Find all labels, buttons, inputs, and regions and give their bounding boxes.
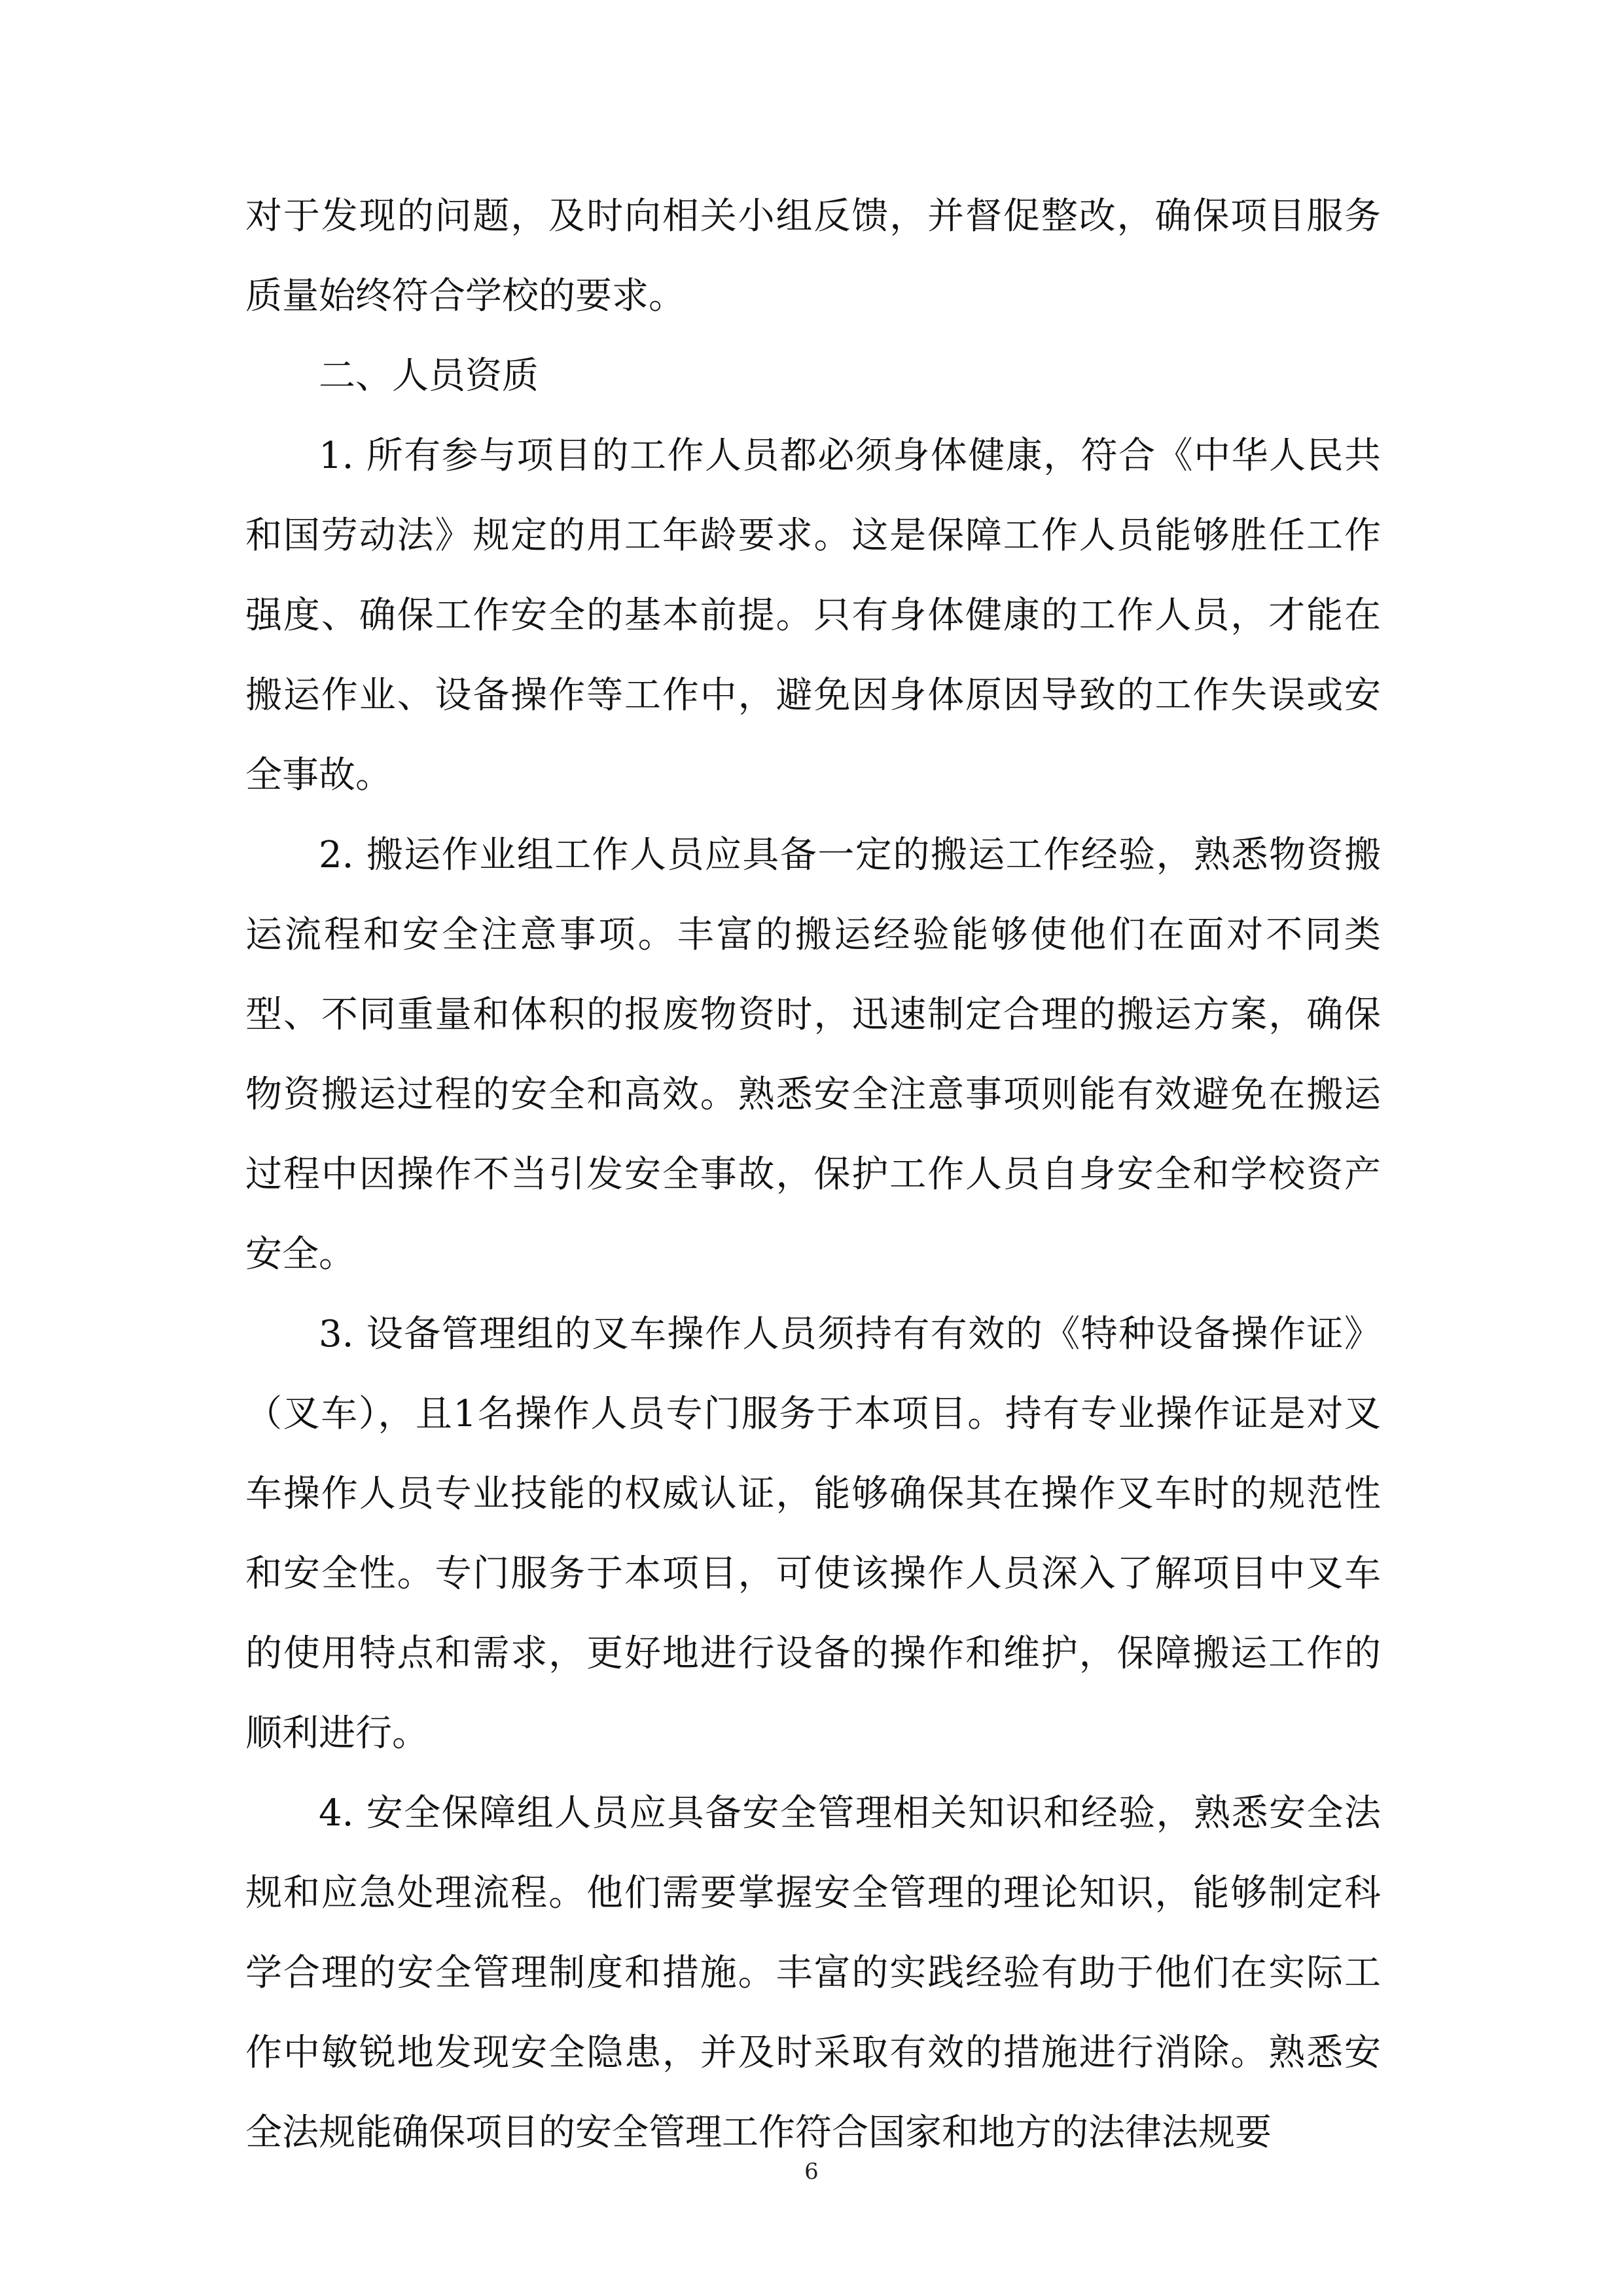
section-heading: 二、人员资质 <box>319 355 539 397</box>
paragraph-item-3: 3. 设备管理组的叉车操作人员须持有有效的《特种设备操作证》（叉车），且1名操作人员专门服务于本项目。持有专业操作证是对叉车操作人员专业技能的权威认证，能够确保其在操作叉车时的规范性和安全性。专门服务于本项目，可使该操作人员深入了解项目中叉车的使用特点和需求，更好地进行设备的操作和维护，保障搬运工作的顺利进行。 <box>245 1313 1381 1755</box>
paragraph-continuation: 对于发现的问题，及时向相关小组反馈，并督促整改，确保项目服务质量始终符合学校的要求。 <box>245 195 1381 317</box>
paragraph-item-4: 4. 安全保障组人员应具备安全管理相关知识和经验，熟悉安全法规和应急处理流程。他们需要掌握安全管理的理论知识，能够制定科学合理的安全管理制度和措施。丰富的实践经验有助于他们在实际工作中敏锐地发现安全隐患，并及时采取有效的措施进行消除。熟悉安全法规能确保项目的安全管理工作符合国家和地方的法律法规要 <box>245 1792 1381 2154</box>
paragraph-item-2: 2. 搬运作业组工作人员应具备一定的搬运工作经验，熟悉物资搬运流程和安全注意事项。丰富的搬运经验能够使他们在面对不同类型、不同重量和体积的报废物资时，迅速制定合理的搬运方案，确保物资搬运过程的安全和高效。熟悉安全注意事项则能有效避免在搬运过程中因操作不当引发安全事故，保护工作人员自身安全和学校资产安全。 <box>245 834 1381 1276</box>
paragraph-item-1: 1. 所有参与项目的工作人员都必须身体健康，符合《中华人民共和国劳动法》规定的用工年龄要求。这是保障工作人员能够胜任工作强度、确保工作安全的基本前提。只有身体健康的工作人员，才能在搬运作业、设备操作等工作中，避免因身体原因导致的工作失误或安全事故。 <box>245 435 1381 797</box>
page-number: 6 <box>804 2159 819 2185</box>
body-text <box>245 177 1381 2173</box>
